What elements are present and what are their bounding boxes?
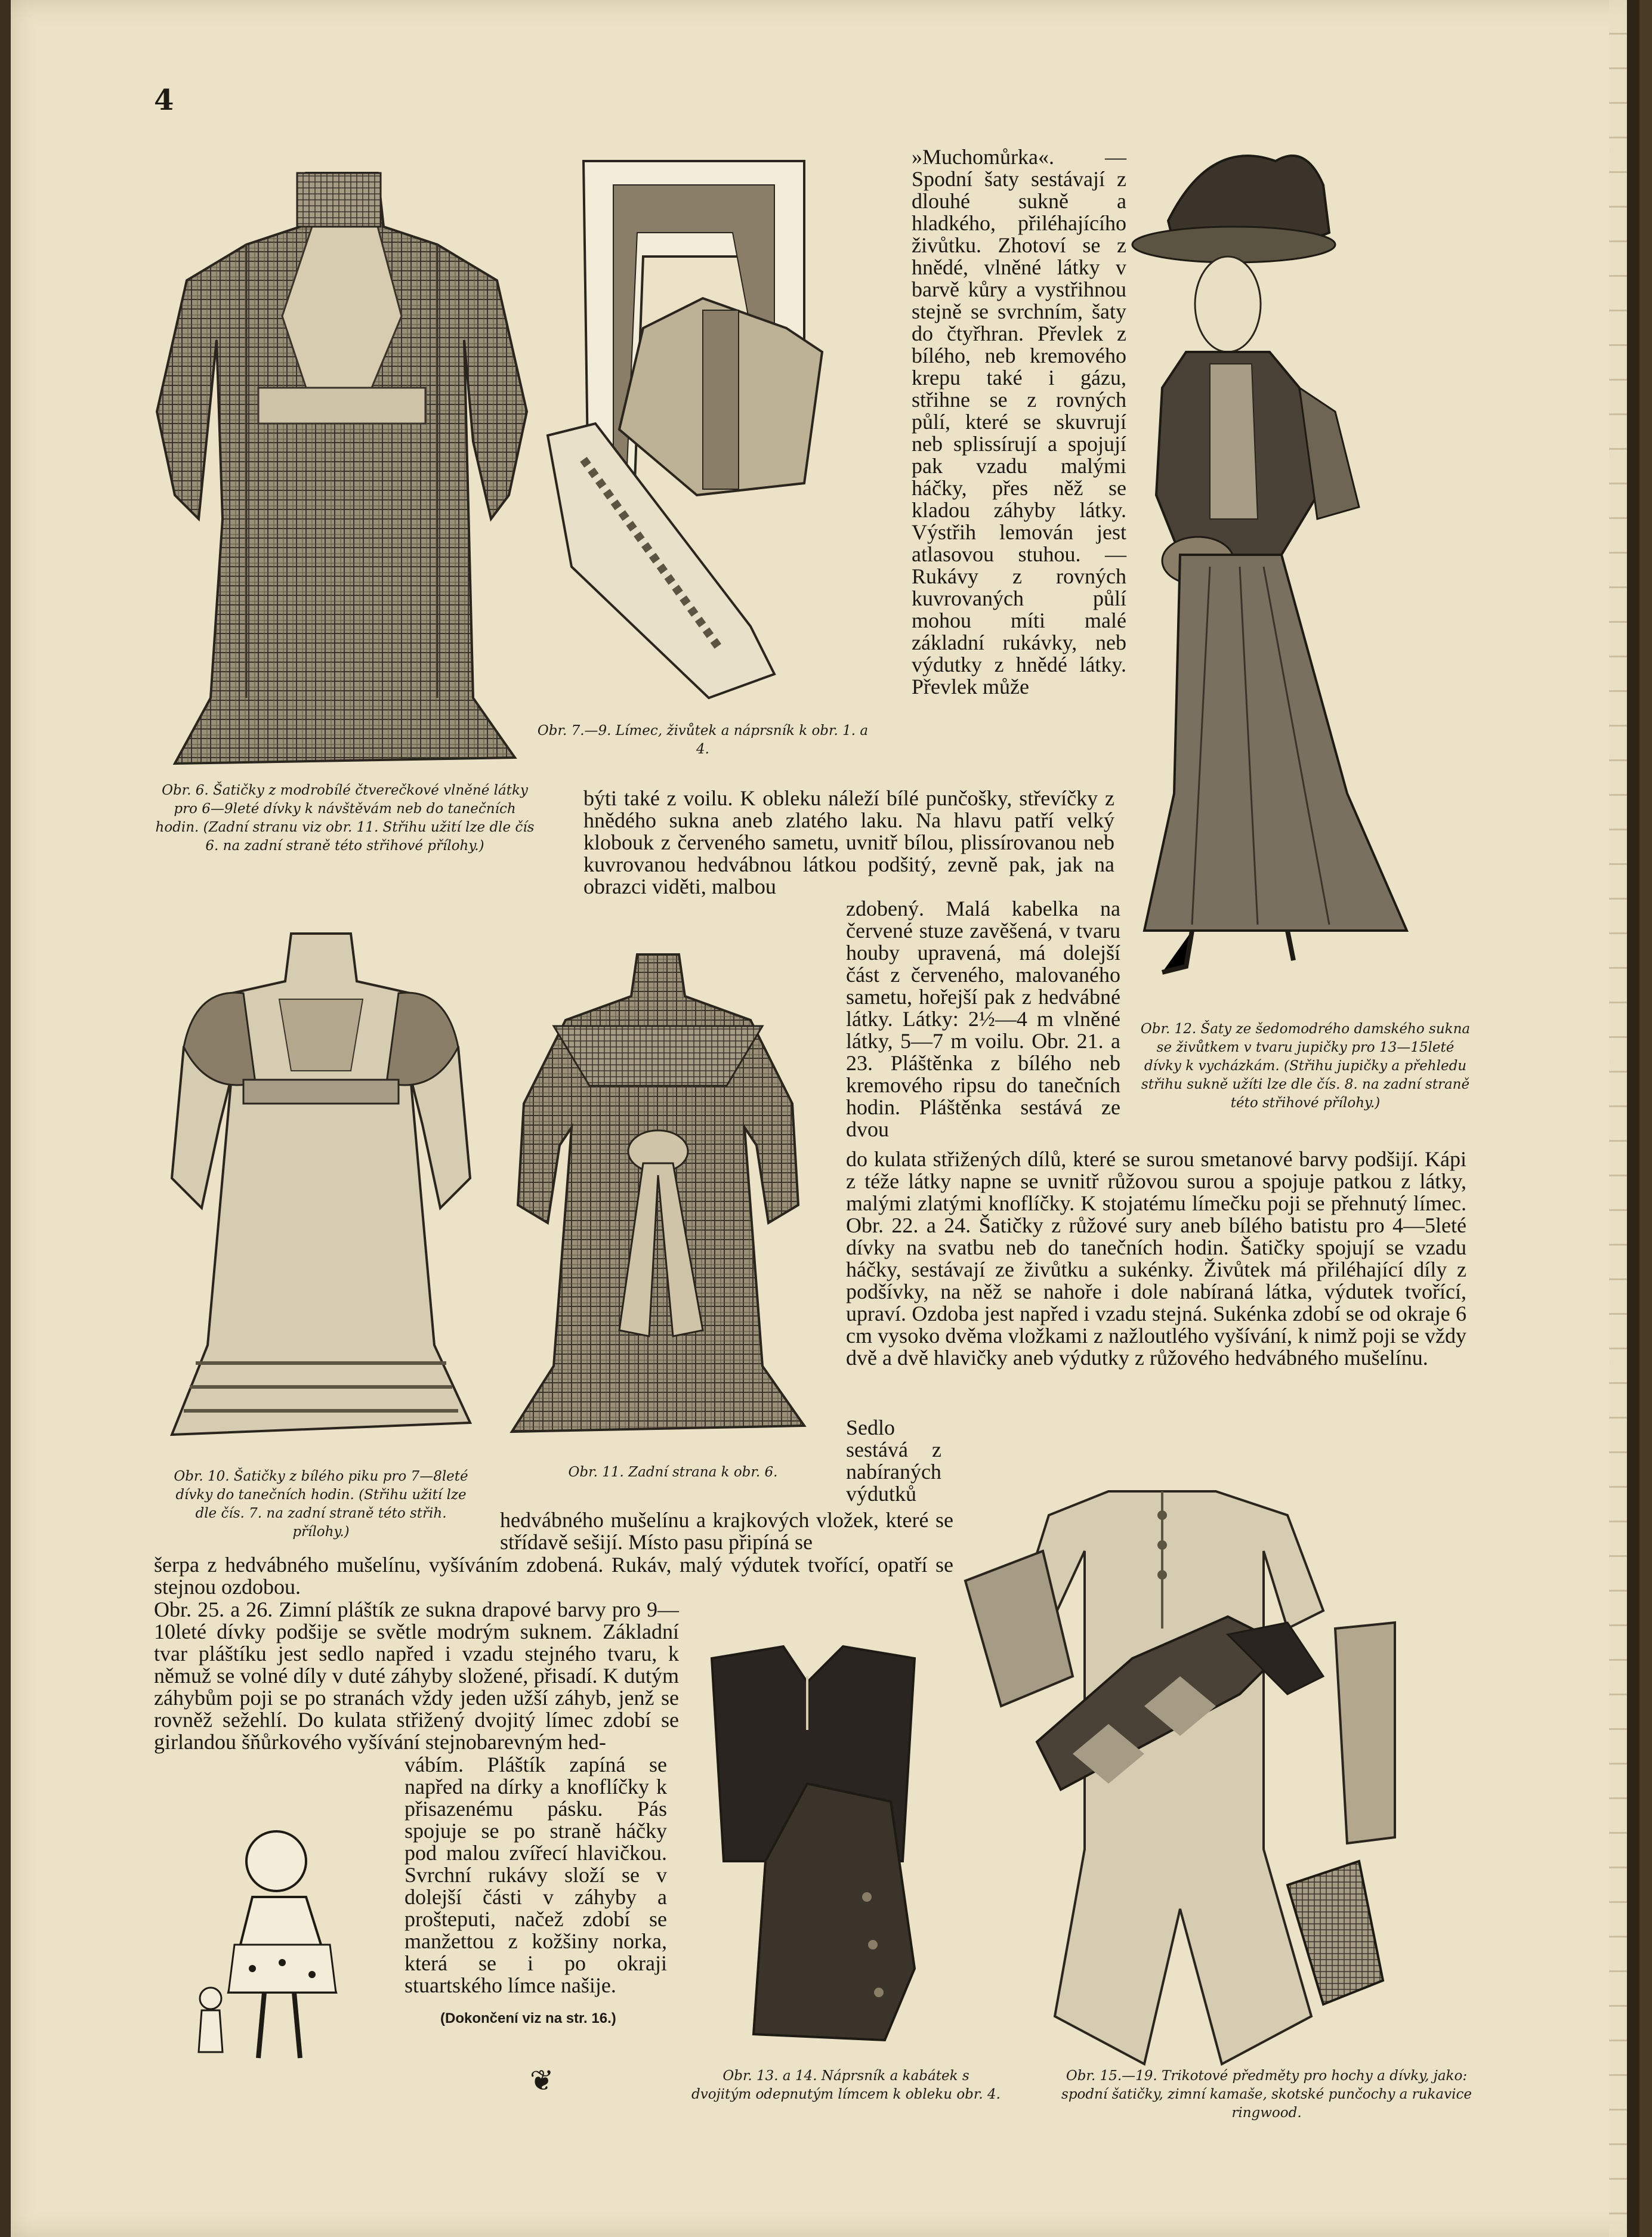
figure-13-14-jacket <box>688 1635 938 2046</box>
figure-11-dress-back <box>500 948 816 1438</box>
caption-fig15-19: Obr. 15.—19. Trikotové předměty pro hochy a dívky, jako: spodní šatičky, zimní kamaše, skotské punčochy a rukavice ringwood. <box>1061 2068 1472 2121</box>
scan-right-border <box>1627 0 1639 2237</box>
scan-left-border <box>0 0 11 2237</box>
dress-back-illustration <box>500 948 816 1438</box>
caption-fig12: Obr. 12. Šaty ze šedomodrého damského sukna se živůtkem v tvaru jupičky pro 13—15leté dívky k vycházkám. (Střihu jupičky a přehledu střihu sukně užíti lze dle čís. 8. na zadní straně této střihové přílohy.) <box>1140 1021 1471 1111</box>
knitwear-illustration <box>953 1479 1407 2082</box>
caption-fig11: Obr. 11. Zadní strana k obr. 6. <box>568 1464 778 1480</box>
jacket-illustration <box>688 1635 938 2046</box>
text-voile: býti také z voilu. K obleku náleží bílé punčošky, střevíčky z hnědého sukna aneb zlatého laku. Na hlavu patří velký klobouk z červeného sametu, uvnitř bílou, plissírovanou neb kuvrovanou hedvábnou látkou podšitý, zevně pak, jak na obrazci viděti, malbou <box>583 786 1114 898</box>
caption-fig6: Obr. 6. Šatičky z modrobílé čtverečkové vlněné látky pro 6—9leté dívky k návštěvám neb do tanečních hodin. (Zadní stranu viz obr. 11. Střihu užití lze dle čís 6. na zadní straně této střihové přílohy.) <box>155 783 535 854</box>
text-kabelka: zdobený. Malá kabelka na červené stuze zavěšená, v tvaru houby upravená, má dolejší část z červeného, malovaného sametu, hořejší pak z hedvábné látky. Látky: 2½—4 m vlněné látky, 5—7 m voilu. Obr. 21. a 23. Pláštěnka z bílého neb kremového ripsu do tanečních hodin. Pláštěnka sestává ze dvou <box>846 897 1120 1141</box>
magazine-page <box>11 0 1639 2237</box>
text-zimni-plastik: Obr. 25. a 26. Zimní pláštík ze sukna drapové barvy pro 9—10leté dívky podšije se světle modrým suknem. Základní tvar pláštíku jest sedlo napřed i vzadu stejného tvaru, k němuž se volné díly v duté záhyby složené, přisadí. K dutým záhybům poji se po stranách vždy jeden užší záhyb, jenž se rovněž sežehlí. Do kulata střižený dvojitý límec zdobí se girlandou šňůrkového vyšívání stejnobarevným hed- <box>154 1598 679 1754</box>
text-musselin: hedvábného mušelínu a krajkových vložek, které se střídavě sešijí. Místo pasu připíná se <box>500 1508 953 1554</box>
text-plastenka: do kulata střižených dílů, které se surou smetanové barvy podšijí. Kápi z téže látky napne se uvnitř růžovou surou a spojuje patkou z látky, malými zlatými knoflíčky. K stojatému límečku poji se přehnutý límec. Obr. 22. a 24. Šatičky z růžové sury aneb bílého batistu pro 4—5leté dívky na svatbu neb do tanečních hodin. Šatičky spojují se vzadu háčky, sestávají ze živůtku a sukénky. Živůtek má přiléhající díly z podšívky, na něž se nahoře i dole nabíraná látka, výdutek tvořící, upraví. Ozdoba jest napřed i vzadu stejná. Sukénka zdobí se od okraje 6 cm vysoko dvěma vložkami z nažloutlého vyšívání, k nimž poji se vždy dvě a dvě hlavičky aneb výdutky z růžového hedvábného mušelínu. <box>846 1147 1466 1370</box>
pattern-pieces-illustration <box>524 149 858 716</box>
dress-illustration <box>139 161 548 778</box>
text-muchomurka: »Muchomůrka«. — Spodní šaty sestávají z dlouhé sukně a hladkého, přiléhajícího živůtku. Zhotoví se z hnědé, vlněné látky v barvě kůry a vystřihnou stejně se svrchním, šaty do čtyřhran. Převlek z bílého, neb kremového krepu také i gázu, střihne se z rovných půlí, které se skuvrují neb splissírují a spojují pak vzadu malými háčky, přes něž se kladou záhyby látky. Výstřih lemován jest atlasovou stuhou. — Rukávy z rovných kuvrovaných půlí mohou míti malé základní rukávky, neb výdutky z hnědé látky. Převlek může <box>912 145 1126 699</box>
figure-6-dress <box>139 161 548 778</box>
girl-with-doll-vignette <box>187 1825 354 2082</box>
figure-15-19-knitwear <box>953 1479 1407 2082</box>
girl-illustration <box>187 1825 354 2082</box>
text-sedlo: Sedlo sestává z nabíraných výdutků <box>846 1416 941 1506</box>
figure-10-dress <box>160 928 482 1453</box>
caption-fig13-14: Obr. 13. a 14. Náprsník a kabátek s dvojitým odepnutým límcem k obleku obr. 4. <box>691 2068 1001 2102</box>
text-plastik-zapina: vábím. Pláštík zapíná se napřed na dírky a knoflíčky k přisazenému pásku. Pás spojuje se po straně háčky pod malou zvířecí hlavičkou. Svrchní rukávy složí se v dolejší části v záhyby a prošteputi, načež zdobí se manžettou z kožšiny norka, která se i po okraji stuartského límce našije. <box>404 1753 667 1997</box>
fleuron-ornament: ❦ <box>530 2064 554 2097</box>
continuation-note: (Dokončení viz na str. 16.) <box>440 2010 616 2026</box>
white-dress-illustration <box>160 928 482 1453</box>
caption-fig7-9: Obr. 7.—9. Límec, živůtek a náprsník k obr. 1. a 4. <box>537 723 869 757</box>
figure-7-9-patterns <box>524 149 858 716</box>
text-serpa: šerpa z hedvábného mušelínu, vyšíváním zdobená. Rukáv, malý výdutek tvořící, opatří se stejnou ozdobou. <box>154 1553 953 1599</box>
page-number: 4 <box>154 84 174 117</box>
figure-12-woman <box>1120 137 1455 996</box>
woman-illustration <box>1120 137 1455 996</box>
caption-fig10: Obr. 10. Šatičky z bílého piku pro 7—8leté dívky do tanečních hodin. (Střihu užití lze dle čís. 7. na zadní straně této střih. přílohy.) <box>174 1469 468 1540</box>
scan-ruler <box>1609 0 1627 2237</box>
